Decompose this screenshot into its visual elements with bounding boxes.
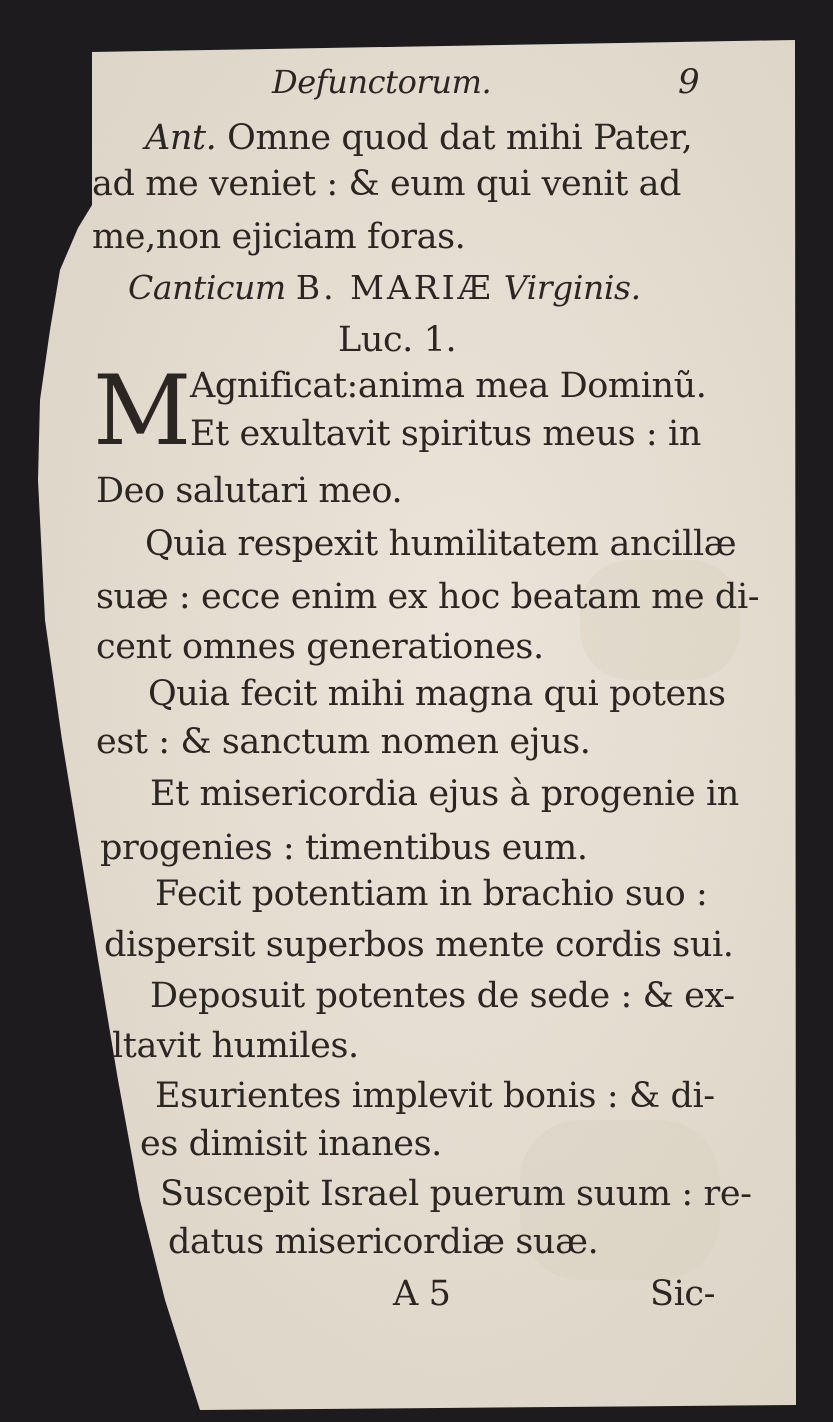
antiphon-label: Ant.	[145, 118, 217, 158]
text-line: cent omnes generationes.	[96, 627, 544, 667]
text-line: suæ : ecce enim ex hoc beatam me di-	[96, 577, 760, 617]
text-line: datus misericordiæ suæ.	[168, 1222, 599, 1262]
text-line: est : & sanctum nomen ejus.	[96, 722, 591, 762]
text-line: ad me veniet : & eum qui venit ad	[92, 164, 682, 204]
text-line: Quia respexit humilitatem ancillæ	[145, 524, 737, 564]
text-line: Deo salutari meo.	[96, 471, 403, 511]
page-number: 9	[678, 62, 700, 102]
text-line: Quia fecit mihi magna qui potens	[148, 674, 726, 714]
text-line: es dimisit inanes.	[140, 1124, 442, 1164]
text-line: progenies : timentibus eum.	[100, 828, 588, 868]
canticle-reference: Luc. 1.	[338, 320, 457, 360]
antiphon-text: Omne quod dat mihi Pater,	[227, 118, 693, 158]
text-line: Fecit potentiam in brachio suo :	[155, 874, 708, 914]
text-line: dispersit superbos mente cordis sui.	[104, 925, 734, 965]
signature-mark: A 5	[393, 1274, 451, 1314]
drop-capital: M	[93, 355, 192, 467]
text-line: ltavit humiles.	[112, 1026, 359, 1066]
text-line: Et exultavit spiritus meus : in	[190, 414, 701, 454]
text-line: Deposuit potentes de sede : & ex-	[150, 976, 735, 1016]
text-line	[145, 118, 692, 158]
text-line: Suscepit Israel puerum suum : re-	[160, 1174, 752, 1214]
text-line: Esurientes implevit bonis : & di-	[155, 1076, 715, 1116]
running-header: Defunctorum.	[272, 63, 492, 101]
text-line: me,non ejiciam foras.	[92, 217, 466, 257]
heading-part: B. MARIÆ	[295, 268, 494, 307]
heading-part: Canticum	[128, 268, 286, 307]
canticle-heading	[128, 268, 641, 308]
catchword: Sic-	[650, 1274, 715, 1314]
text-line: Et misericordia ejus à progenie in	[150, 774, 739, 814]
text-line: Agnificat:anima mea Dominũ.	[190, 366, 707, 406]
heading-part: Virginis.	[503, 268, 641, 307]
